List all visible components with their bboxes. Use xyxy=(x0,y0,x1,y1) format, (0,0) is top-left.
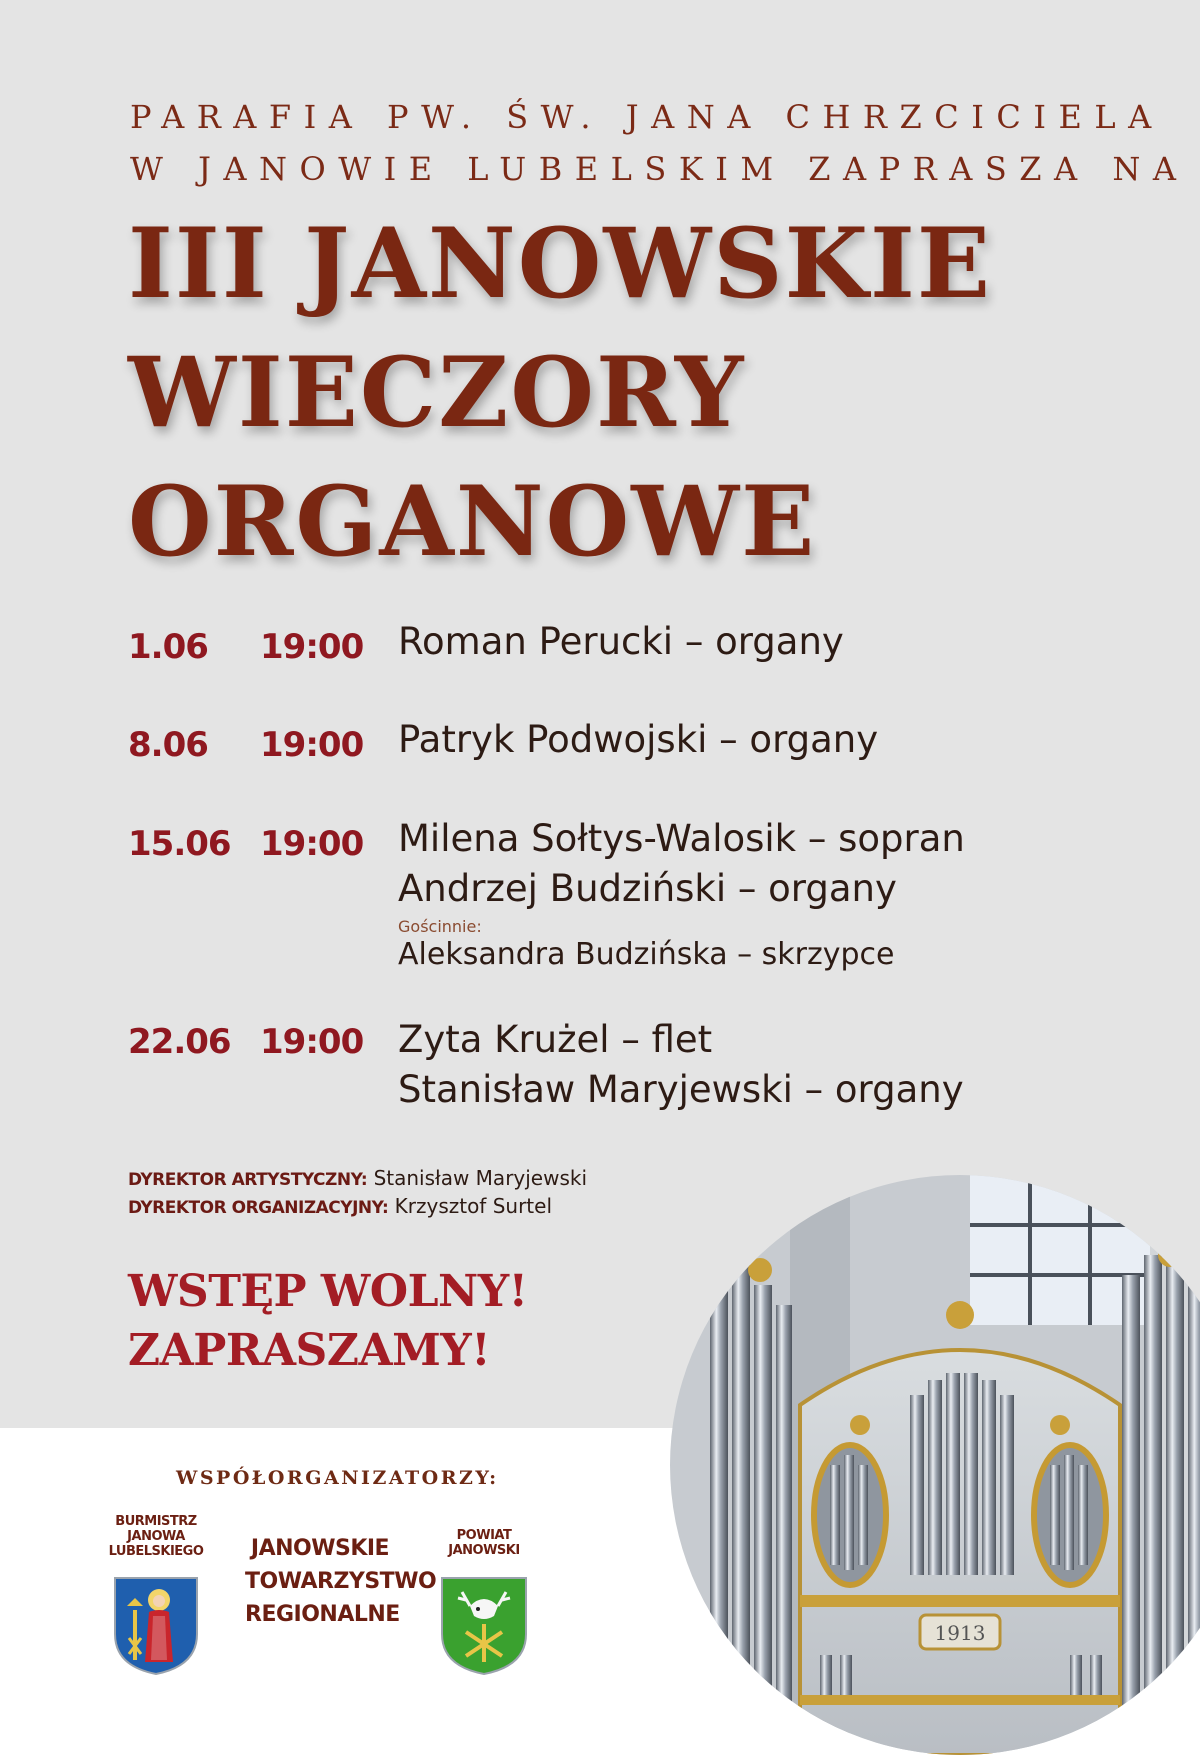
concert-date: 22.06 xyxy=(128,1022,231,1062)
organ-date-plaque: 1913 xyxy=(934,1621,986,1645)
performer: Stanisław Maryjewski – organy xyxy=(398,1068,964,1111)
performer: Roman Perucki – organy xyxy=(398,620,844,663)
guest-performer: Aleksandra Budzińska – skrzypce xyxy=(398,937,895,972)
janow-coat-of-arms-icon xyxy=(113,1576,199,1676)
concert-time: 19:00 xyxy=(260,824,364,864)
concert-time: 19:00 xyxy=(260,1022,364,1062)
organizational-director-label: DYREKTOR ORGANIZACYJNY: xyxy=(128,1198,389,1218)
parish-line-1: PARAFIA PW. ŚW. JANA CHRZCICIELA xyxy=(130,98,1164,136)
organizational-director-name: Krzysztof Surtel xyxy=(394,1194,553,1218)
free-entry-text: WSTĘP WOLNY! xyxy=(128,1266,528,1317)
jtr-logo-text: JANOWSKIE TOWARZYSTWO REGIONALNE xyxy=(245,1536,437,1627)
concert-date: 15.06 xyxy=(128,824,231,864)
performer: Andrzej Budziński – organy xyxy=(398,867,897,910)
concert-time: 19:00 xyxy=(260,627,364,667)
artistic-director xyxy=(128,1166,587,1190)
concert-date: 8.06 xyxy=(128,725,208,765)
artistic-director-name: Stanisław Maryjewski xyxy=(373,1166,588,1190)
burmistrz-logo-text: BURMISTRZ JANOWA LUBELSKIEGO xyxy=(108,1514,204,1559)
performer: Milena Sołtys-Walosik – sopran xyxy=(398,817,965,860)
performer: Zyta Krużel – flet xyxy=(398,1018,713,1061)
guest-label: Gościnnie: xyxy=(398,917,482,936)
concert-time: 19:00 xyxy=(260,725,364,765)
event-title-line-3: ORGANOWE xyxy=(128,465,817,578)
powiat-logo-text: POWIAT JANOWSKI xyxy=(448,1528,520,1558)
event-title-line-2: WIECZORY xyxy=(128,336,746,449)
performer: Patryk Podwojski – organy xyxy=(398,718,879,761)
concert-date: 1.06 xyxy=(128,627,208,667)
artistic-director-label: DYREKTOR ARTYSTYCZNY: xyxy=(128,1170,368,1190)
event-title-line-1: III JANOWSKIE xyxy=(128,207,993,320)
co-organizers-title: WSPÓŁORGANIZATORZY: xyxy=(176,1467,499,1489)
parish-line-2: W JANOWIE LUBELSKIM ZAPRASZA NA xyxy=(130,150,1189,188)
powiat-coat-of-arms-icon xyxy=(440,1576,528,1676)
organizational-director xyxy=(128,1194,552,1218)
invitation-text: ZAPRASZAMY! xyxy=(128,1325,491,1376)
